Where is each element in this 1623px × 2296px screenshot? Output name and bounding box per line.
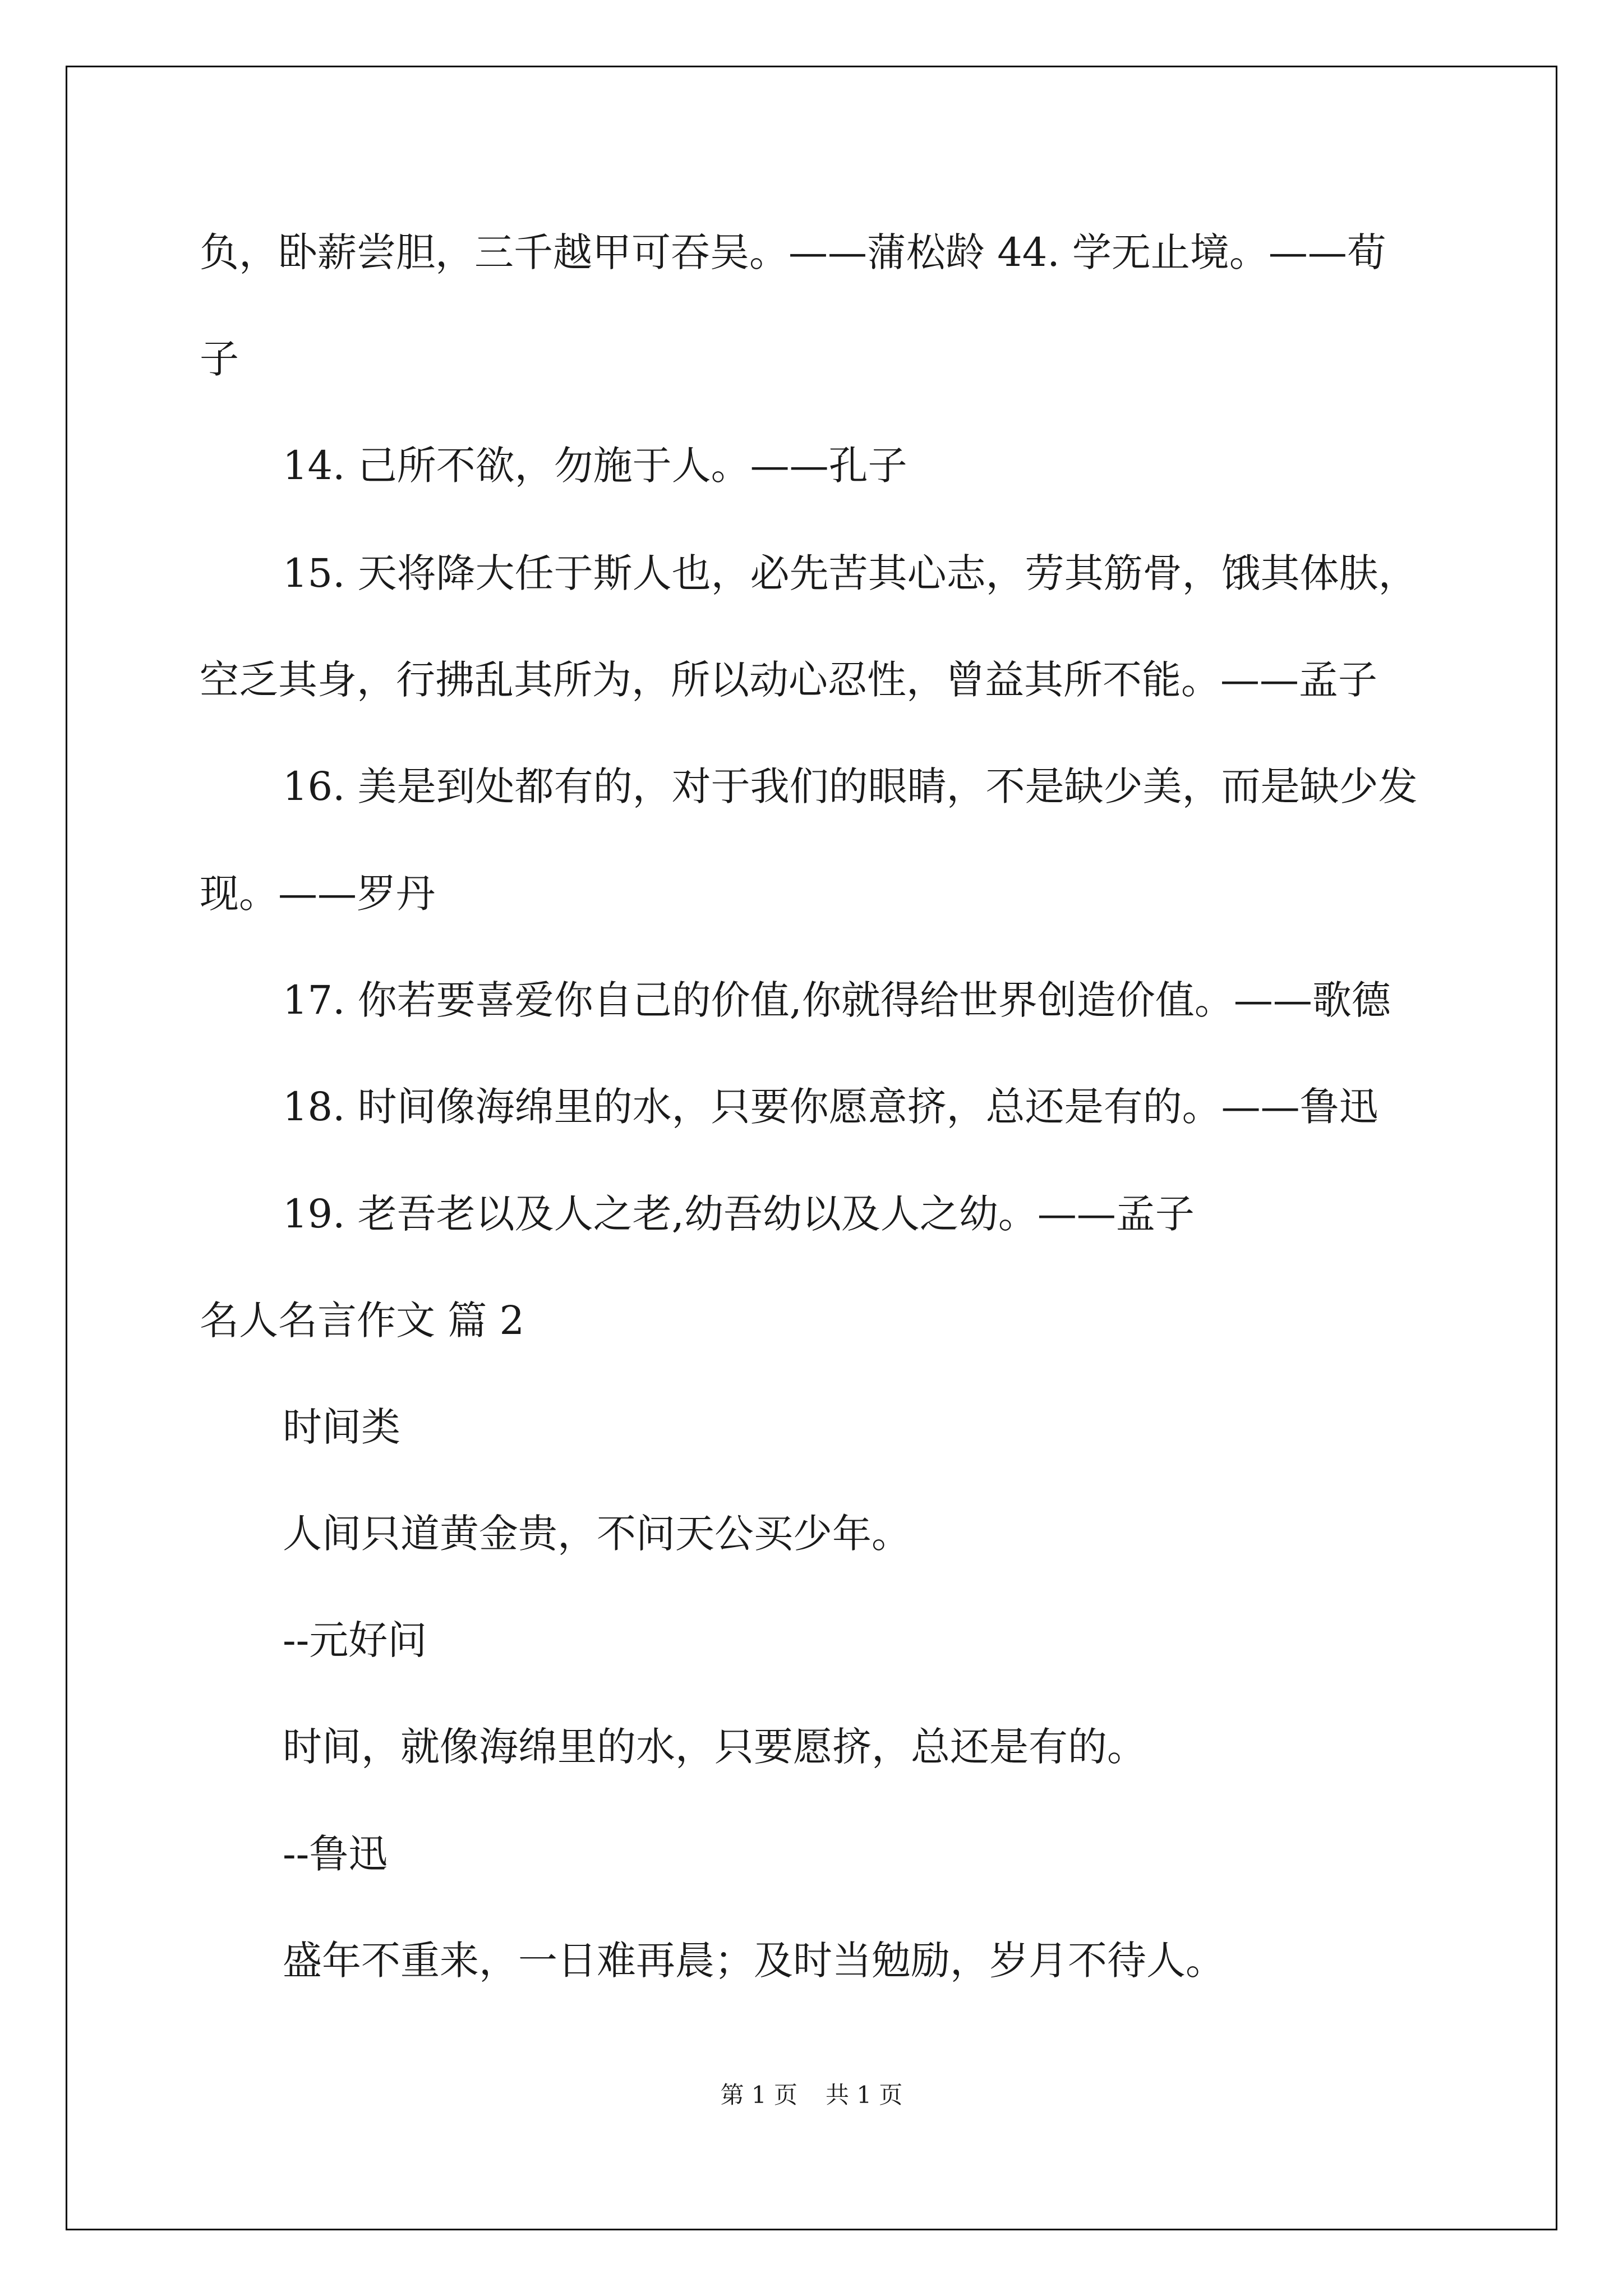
section-heading: 名人名言作文 篇 2 [200, 1297, 525, 1343]
text-line: 子 [200, 336, 239, 382]
page-border [66, 66, 1557, 2230]
text-line: 空乏其身，行拂乱其所为，所以动心忍性，曾益其所不能。——孟子 [200, 657, 1377, 703]
quote-author: --元好问 [283, 1617, 427, 1663]
quote-15: 15. 天将降大任于斯人也，必先苦其心志，劳其筋骨，饿其体肤， [283, 550, 1418, 596]
text-line: 负，卧薪尝胆，三千越甲可吞吴。——蒲松龄 44. 学无止境。——荀 [200, 229, 1386, 275]
page-number: 第 1 页 [720, 2081, 797, 2109]
quote-18: 18. 时间像海绵里的水，只要你愿意挤，总还是有的。——鲁迅 [283, 1084, 1378, 1130]
quote-author: --鲁迅 [283, 1831, 388, 1877]
page-total: 共 1 页 [826, 2081, 903, 2109]
quote-text: 人间只道黄金贵，不问天公买少年。 [283, 1511, 911, 1557]
quote-16: 16. 美是到处都有的，对于我们的眼睛，不是缺少美，而是缺少发 [283, 763, 1418, 809]
quote-17: 17. 你若要喜爱你自己的价值,你就得给世界创造价值。——歌德 [283, 977, 1391, 1023]
category-label: 时间类 [283, 1404, 400, 1450]
quote-14: 14. 己所不欲，勿施于人。——孔子 [283, 443, 907, 489]
quote-19: 19. 老吾老以及人之老,幼吾幼以及人之幼。——孟子 [283, 1191, 1195, 1237]
text-line: 现。——罗丹 [200, 871, 435, 917]
quote-text: 盛年不重来，一日难再晨；及时当勉励，岁月不待人。 [283, 1938, 1225, 1984]
page-footer [0, 2081, 1623, 2109]
quote-text: 时间，就像海绵里的水，只要愿挤，总还是有的。 [283, 1724, 1146, 1770]
